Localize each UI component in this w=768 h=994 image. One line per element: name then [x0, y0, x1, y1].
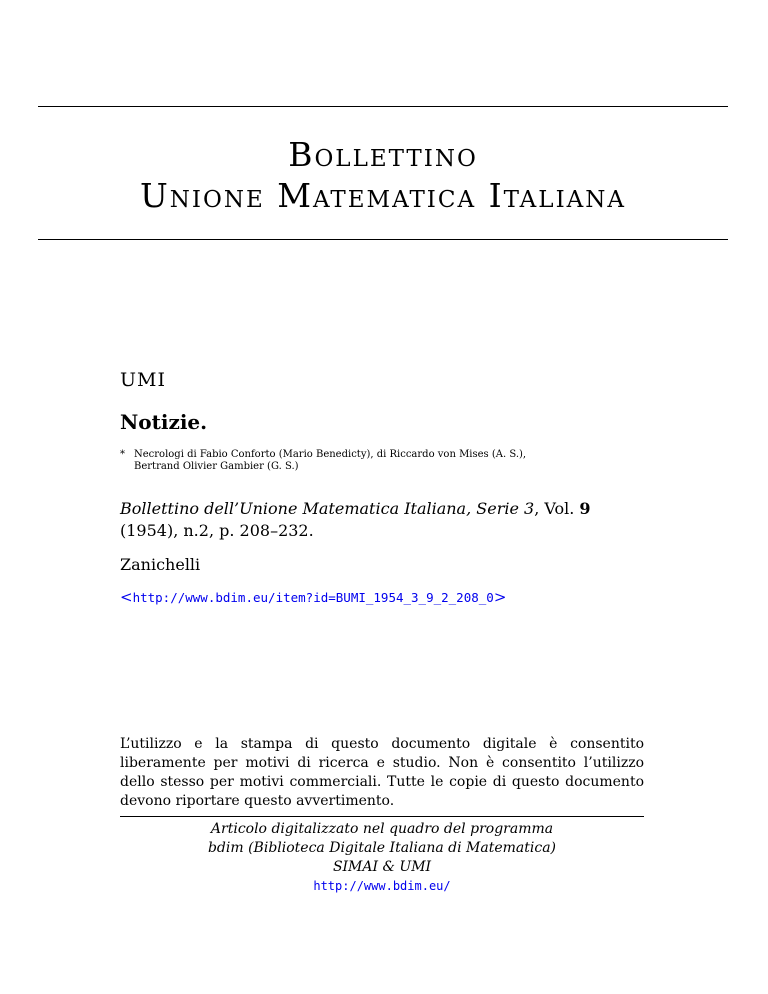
footer-line1: Articolo digitalizzato nel quadro del programma	[210, 821, 554, 837]
article-note	[120, 449, 644, 473]
publisher: Zanichelli	[120, 555, 201, 574]
journal-title-line1: Bollettino	[288, 135, 478, 174]
citation-details: (1954), n.2, p. 208–232.	[120, 521, 314, 540]
article-url-line[interactable]	[120, 588, 506, 606]
footer-line2: bdim (Biblioteca Digitale Italiana di Matematica)	[207, 840, 557, 856]
url-open-bracket: <	[120, 588, 133, 606]
article-title: Notizie.	[120, 410, 208, 434]
citation-journal: Bollettino dell’Unione Matematica Italiana, Serie 3	[120, 499, 535, 518]
footer-url-link[interactable]: http://www.bdim.eu/	[313, 879, 451, 893]
note-asterisk: *	[120, 449, 125, 460]
url-close-bracket: >	[493, 588, 507, 606]
note-line1: Necrologi di Fabio Conforto (Mario Benedicty), di Riccardo von Mises (A. S.),	[134, 449, 527, 460]
usage-notice: L’utilizzo e la stampa di questo documento digitale è consentito liberamente per motivi di ricerca e studio. Non è consentito l’utilizzo dello stesso per motivi commerciali. Tutte le copie di questo documento devono riportare questo avvertimento.	[120, 736, 644, 809]
citation	[120, 498, 650, 542]
article-url-link[interactable]: http://www.bdim.eu/item?id=BUMI_1954_3_9_2_208_0	[132, 590, 494, 605]
footer-divider	[120, 816, 644, 817]
header-divider	[38, 239, 728, 240]
top-divider	[38, 106, 728, 107]
note-line2: Bertrand Olivier Gambier (G. S.)	[134, 461, 299, 472]
article-author: UMI	[120, 369, 166, 391]
citation-vol-label: , Vol.	[534, 499, 580, 518]
footer-line3: SIMAI & UMI	[332, 859, 432, 875]
citation-volume: 9	[579, 499, 591, 518]
journal-title-line2: Unione Matematica Italiana	[139, 176, 626, 215]
footer	[120, 820, 644, 896]
